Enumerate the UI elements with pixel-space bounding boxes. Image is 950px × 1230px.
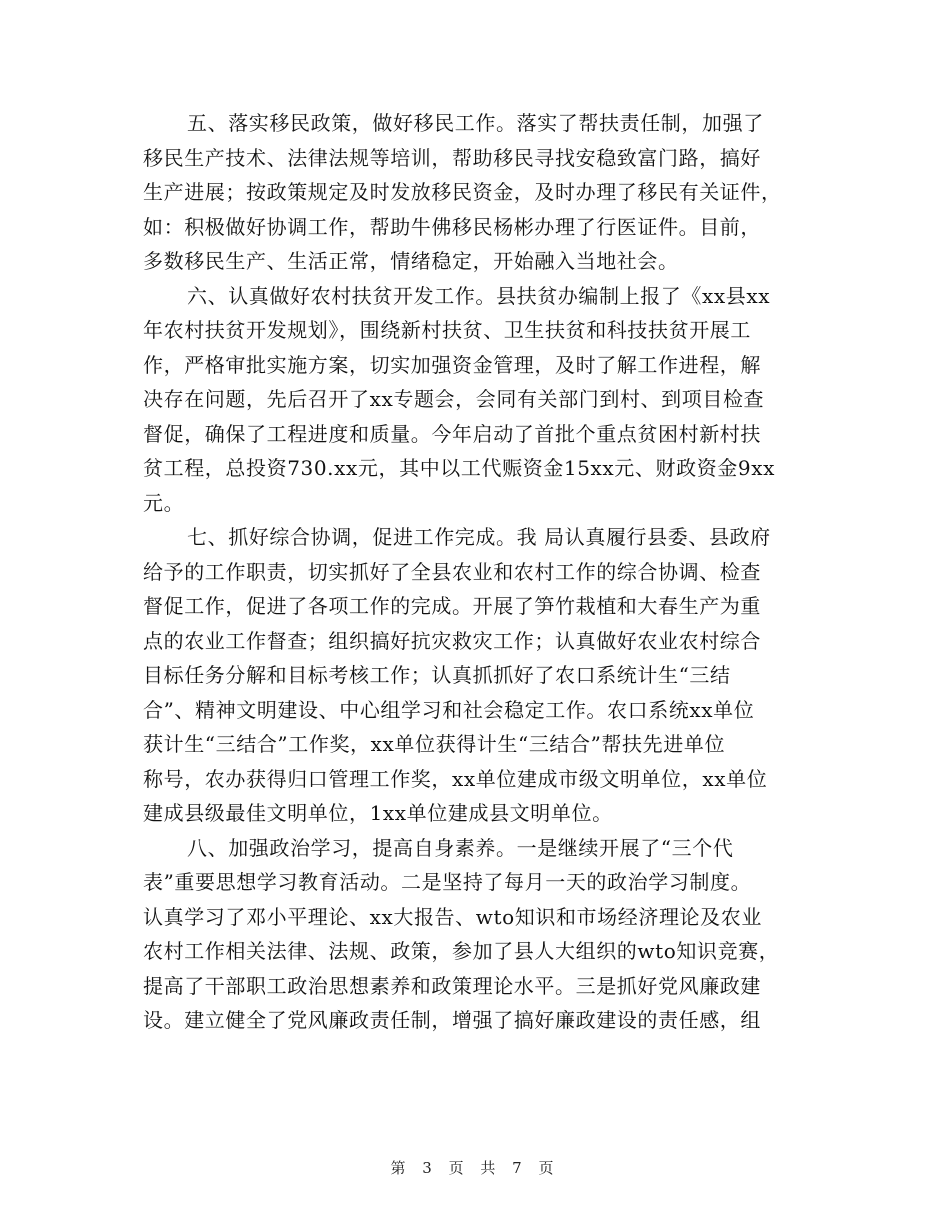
text-line: 年农村扶贫开发规划》，围绕新村扶贫、卫生扶贫和科技扶贫开展工 bbox=[143, 318, 751, 342]
text-line: 生产进展；按政策规定及时发放移民资金，及时办理了移民有关证件， bbox=[143, 180, 782, 204]
text-line: 目标任务分解和目标考核工作；认真抓抓好了农口系统计生“三结 bbox=[143, 663, 731, 687]
text-line: 七、抓好综合协调，促进工作完成。我 局认真履行县委、县政府 bbox=[187, 525, 771, 549]
text-line: 督促，确保了工程进度和质量。今年启动了首批个重点贫困村新村扶 bbox=[143, 421, 761, 446]
page-number-footer: 第 3 页 共 7 页 bbox=[390, 1159, 560, 1177]
paragraph-7 bbox=[143, 520, 809, 831]
text-line: 五、落实移民政策，做好移民工作。落实了帮扶责任制，加强了 bbox=[187, 111, 764, 135]
text-line: 称号，农办获得归口管理工作奖，xx单位建成市级文明单位，xx单位 bbox=[143, 766, 768, 791]
paragraph-8 bbox=[143, 831, 809, 1038]
text-line: 移民生产技术、法律法规等培训，帮助移民寻找安稳致富门路，搞好 bbox=[143, 145, 761, 170]
text-line: 八、加强政治学习，提高自身素养。一是继续开展了“三个代 bbox=[187, 835, 734, 860]
text-line: 督促工作，促进了各项工作的完成。开展了笋竹栽植和大春生产为重 bbox=[143, 594, 761, 618]
paragraph-5 bbox=[143, 106, 809, 279]
text-line: 决存在问题，先后召开了xx专题会，会同有关部门到村、到项目检查 bbox=[143, 387, 765, 411]
text-line: 获计生“三结合”工作奖，xx单位获得计生“三结合”帮扶先进单位 bbox=[143, 732, 726, 756]
text-line: 给予的工作职责，切实抓好了全县农业和农村工作的综合协调、检查 bbox=[143, 559, 761, 584]
text-line: 点的农业工作督查；组织搞好抗灾救灾工作；认真做好农业农村综合 bbox=[143, 628, 761, 653]
text-line: 合”、精神文明建设、中心组学习和社会稳定工作。农口系统xx单位 bbox=[143, 697, 755, 722]
text-line: 元。 bbox=[143, 490, 185, 515]
text-line: 建成县级最佳文明单位，1xx单位建成县文明单位。 bbox=[143, 801, 613, 825]
text-line: 六、认真做好农村扶贫开发工作。县扶贫办编制上报了《xx县xx bbox=[187, 283, 771, 308]
text-line: 提高了干部职工政治思想素养和政策理论水平。三是抓好党风廉政建 bbox=[143, 973, 761, 998]
text-line: 贫工程，总投资730.xx元，其中以工代赈资金15xx元、财政资金9xx bbox=[143, 456, 775, 480]
text-line: 多数移民生产、生活正常，情绪稳定，开始融入当地社会。 bbox=[143, 249, 679, 273]
text-line: 认真学习了邓小平理论、xx大报告、wto知识和市场经济理论及农业 bbox=[143, 904, 762, 929]
text-line: 设。建立健全了党风廉政责任制，增强了搞好廉政建设的责任感，组 bbox=[143, 1008, 761, 1032]
paragraph-6 bbox=[143, 279, 809, 521]
text-line: 表”重要思想学习教育活动。二是坚持了每月一天的政治学习制度。 bbox=[143, 870, 752, 894]
text-line: 作，严格审批实施方案，切实加强资金管理，及时了解工作进程，解 bbox=[143, 352, 761, 377]
text-line: 如：积极做好协调工作，帮助牛佛移民杨彬办理了行医证件。目前， bbox=[143, 214, 761, 239]
body-text bbox=[143, 106, 809, 1038]
text-line: 农村工作相关法律、法规、政策，参加了县人大组织的wto知识竞赛， bbox=[143, 939, 780, 963]
